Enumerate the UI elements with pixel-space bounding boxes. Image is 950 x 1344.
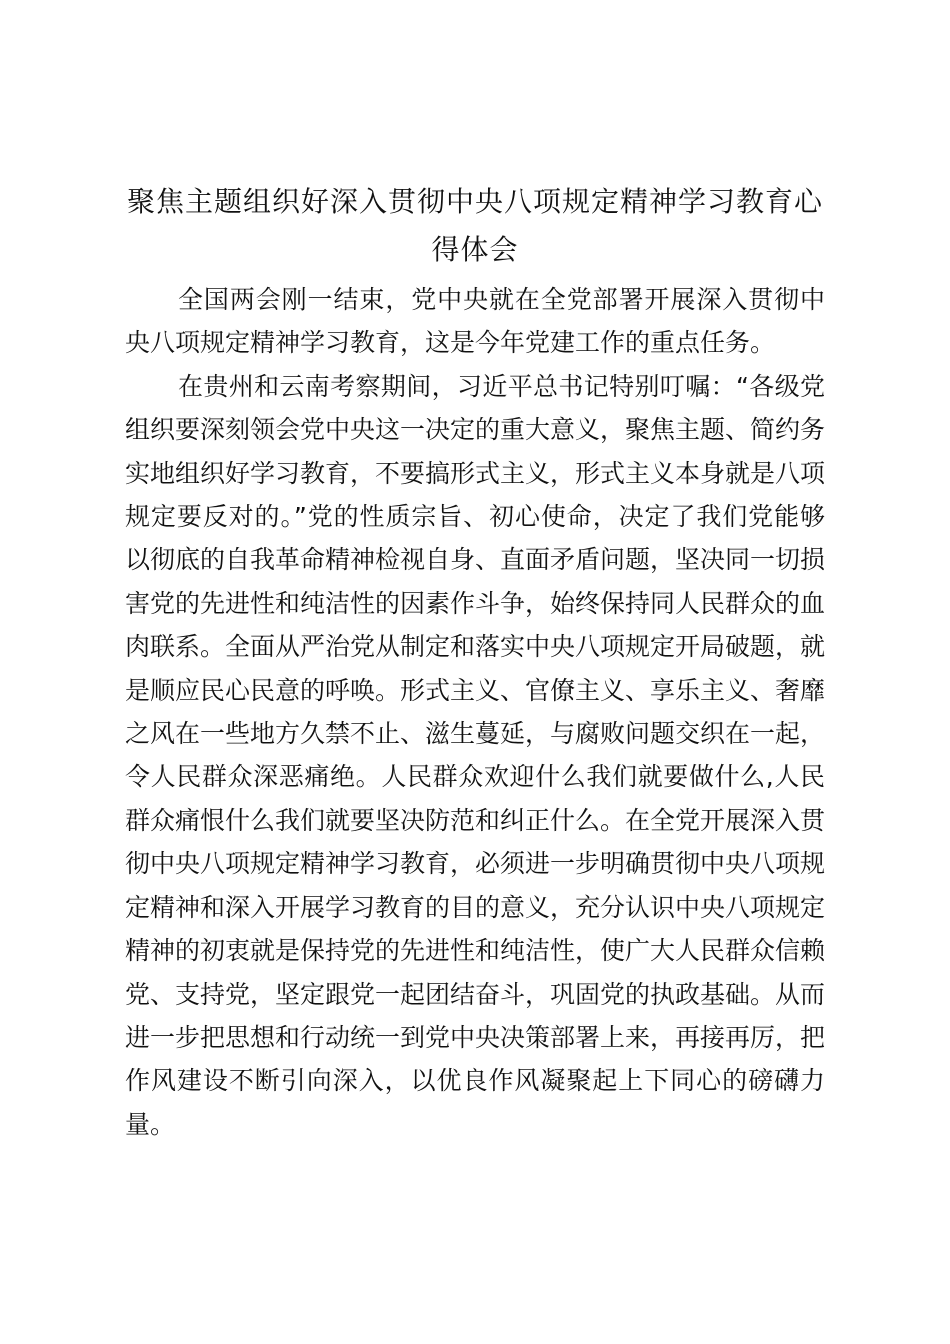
paragraph-2: 在贵州和云南考察期间，习近平总书记特别叮嘱：“各级党组织要深刻领会党中央这一决定的重大意义，聚焦主题、简约务实地组织好学习教育，不要搞形式主义，形式主义本身就是八项规定要反对的。”党的性质宗旨、初心使命，决定了我们党能够以彻底的自我革命精神检视自身、直面矛盾问题，坚决同一切损害党的先进性和纯洁性的因素作斗争，始终保持同人民群众的血肉联系。全面从严治党从制定和落实中央八项规定开局破题，就是顺应民心民意的呼唤。形式主义、官僚主义、享乐主义、奢靡之风在一些地方久禁不止、滋生蔓延，与腐败问题交织在一起，令人民群众深恶痛绝。人民群众欢迎什么我们就要做什么,人民群众痛恨什么我们就要坚决防范和纠正什么。在全党开展深入贯彻中央八项规定精神学习教育，必须进一步明确贯彻中央八项规定精神和深入开展学习教育的目的意义，充分认识中央八项规定精神的初衷就是保持党的先进性和纯洁性，使广大人民群众信赖党、支持党，坚定跟党一起团结奋斗，巩固党的执政基础。从而进一步把思想和行动统一到党中央决策部署上来，再接再厉，把作风建设不断引向深入，以优良作风凝聚起上下同心的磅礴力量。 — [125, 371, 826, 1139]
document-body — [125, 278, 825, 1146]
document-title: 聚焦主题组织好深入贯彻中央八项规定精神学习教育心得体会 — [126, 185, 823, 266]
paragraph-1: 全国两会刚一结束，党中央就在全党部署开展深入贯彻中央八项规定精神学习教育，这是今年党建工作的重点任务。 — [125, 285, 825, 358]
